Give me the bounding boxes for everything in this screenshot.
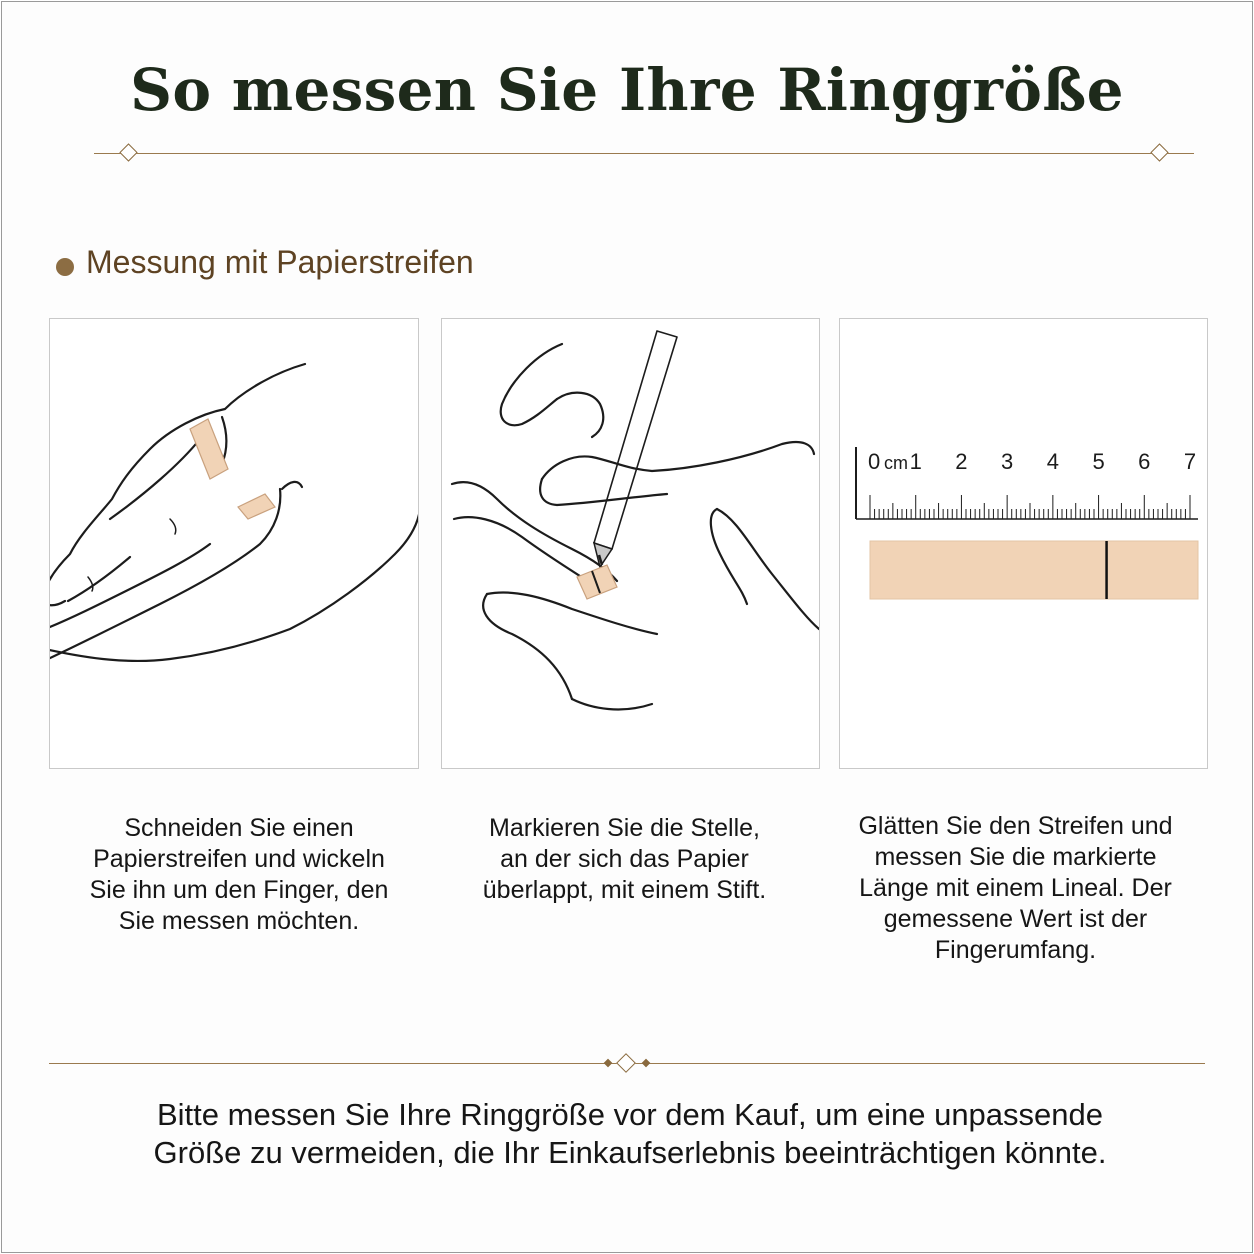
ruler-illustration xyxy=(840,319,1207,768)
caption-line: Schneiden Sie einen xyxy=(124,814,354,842)
ruler-label: 2 xyxy=(955,449,968,474)
step-2-panel xyxy=(441,318,820,769)
caption-line: an der sich das Papier xyxy=(500,845,749,873)
step-1-panel xyxy=(49,318,419,769)
ruler-label: 5 xyxy=(1092,449,1105,474)
section-bullet xyxy=(56,258,74,276)
footer-note xyxy=(40,1096,1220,1172)
caption-line: Fingerumfang. xyxy=(934,936,1097,964)
ruler-label: 1 xyxy=(909,449,922,474)
hand-with-paper-strip-illustration xyxy=(50,319,418,768)
ruler-label: 7 xyxy=(1183,449,1197,474)
caption-line: messen Sie die markierte xyxy=(874,843,1157,871)
ruler-label: 0 xyxy=(868,449,881,474)
step-1-caption xyxy=(49,813,429,937)
caption-line: Sie ihn um den Finger, den xyxy=(89,876,389,904)
paper-strip xyxy=(870,541,1198,599)
caption-line: Länge mit einem Lineal. Der xyxy=(859,874,1172,902)
section-heading: Messung mit Papierstreifen xyxy=(86,244,474,280)
step-3-panel xyxy=(839,318,1208,769)
title-divider xyxy=(94,153,1194,154)
ruler-label: 3 xyxy=(1001,449,1014,474)
caption-line: Glätten Sie den Streifen und xyxy=(858,812,1173,840)
ruler-label: 6 xyxy=(1138,449,1151,474)
ruler-unit-label: cm xyxy=(884,453,908,473)
page-title: So messen Sie Ihre Ringgröße xyxy=(130,56,1124,124)
step-3-caption xyxy=(818,811,1213,966)
caption-line: Markieren Sie die Stelle, xyxy=(489,814,760,842)
caption-line: Papierstreifen und wickeln xyxy=(93,845,385,873)
ruler-label: 4 xyxy=(1046,449,1059,474)
hand-marking-with-pen-illustration xyxy=(442,319,819,768)
footer-line: Bitte messen Sie Ihre Ringgröße vor dem Kauf, um eine unpassende xyxy=(156,1097,1103,1132)
caption-line: überlappt, mit einem Stift. xyxy=(482,876,767,904)
footer-line: Größe zu vermeiden, die Ihr Einkaufserlebnis beeinträchtigen könnte. xyxy=(153,1135,1107,1170)
step-2-caption xyxy=(437,813,812,906)
caption-line: gemessene Wert ist der xyxy=(883,905,1148,933)
caption-line: Sie messen möchten. xyxy=(118,907,360,935)
